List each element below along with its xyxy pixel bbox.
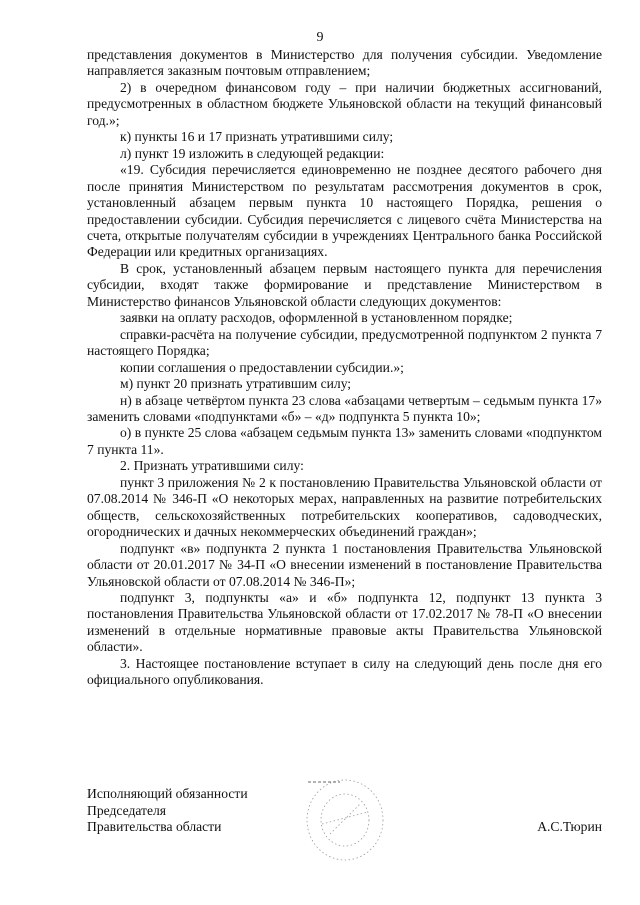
paragraph: 2. Признать утратившими силу:	[120, 458, 304, 474]
paragraph: заявки на оплату расходов, оформленной в установленном порядке;	[120, 310, 513, 326]
paragraph: л) пункт 19 изложить в следующей редакции:	[120, 145, 385, 161]
signature-block	[87, 786, 602, 846]
signatory-name: А.С.Тюрин	[537, 819, 602, 834]
signatory-position	[87, 786, 248, 836]
signatory-position-line: Председателя	[87, 802, 167, 818]
paragraph: представления документов в Министерство для получения субсидии. Уведомление направляется заказным почтовым отправлением;	[87, 47, 602, 79]
paragraph: копии соглашения о предоставлении субсидии.»;	[120, 359, 404, 375]
paragraph: подпункт «в» подпункта 2 пункта 1 постановления Правительства Ульяновской области от 20.01.2017 № 34-П «О внесении изменений в постановление Правительства Ульяновской области от 07.08.2014 № 346-П»;	[87, 540, 602, 589]
paragraph: о) в пункте 25 слова «абзацем седьмым пункта 13» заменить словами «подпунктом 7 пункта 11».	[87, 425, 602, 457]
paragraph: н) в абзаце четвёртом пункта 23 слова «абзацами четвертым – седьмым пункта 17» заменить словами «подпунктами «б» – «д» подпункта 5 пункта 10»;	[87, 392, 602, 424]
paragraph: В срок, установленный абзацем первым настоящего пункта для перечисления субсидии, входят также формирование и представление Министерством в Министерство финансов Ульяновской области следующих документов:	[87, 260, 602, 309]
paragraph: справки-расчёта на получение субсидии, предусмотренной подпунктом 2 пункта 7 настоящего Порядка;	[87, 326, 602, 359]
page-number: 9	[316, 30, 324, 45]
signatory-position-line: Правительства области	[87, 819, 222, 834]
paragraph: пункт 3 приложения № 2 к постановлению Правительства Ульяновской области от 07.08.2014 № 346-П «О некоторых мерах, направленных на развитие потребительских обществ, сельскохозяйственных потребительских кооперативов, садоводческих, огороднических и дачных некоммерческих объединений граждан»;	[87, 474, 602, 540]
paragraph: 2) в очередном финансовом году – при наличии бюджетных ассигнований, предусмотренных в областном бюджете Ульяновской области на текущий финансовый год.»;	[87, 79, 602, 128]
paragraph: 3. Настоящее постановление вступает в силу на следующий день после дня его официального опубликования.	[87, 655, 602, 688]
document-body	[87, 47, 602, 689]
paragraph: к) пункты 16 и 17 признать утратившими силу;	[120, 129, 394, 145]
paragraph: «19. Субсидия перечисляется единовременно не позднее десятого рабочего дня после принятия Министерством по результатам рассмотрения документов в срок, установленный абзацем первым пункта 10 настоящего Порядка, решения о предоставлении субсидии. Субсидия перечисляется с лицевого счёта Министерства на счета, открытые получателям субсидии в учреждениях Центрального банка Российской Федерации или кредитных организациях.	[87, 162, 602, 260]
paragraph: м) пункт 20 признать утратившим силу;	[120, 376, 352, 392]
signatory-position-line: Исполняющий обязанности	[87, 786, 248, 801]
paragraph: подпункт 3, подпункты «а» и «б» подпункта 12, подпункт 13 пункта 3 постановления Правительства Ульяновской области от 17.02.2017 № 78-П «О внесении изменений в отдельные нормативные правовые акты Правительства Ульяновской области».	[87, 589, 602, 655]
